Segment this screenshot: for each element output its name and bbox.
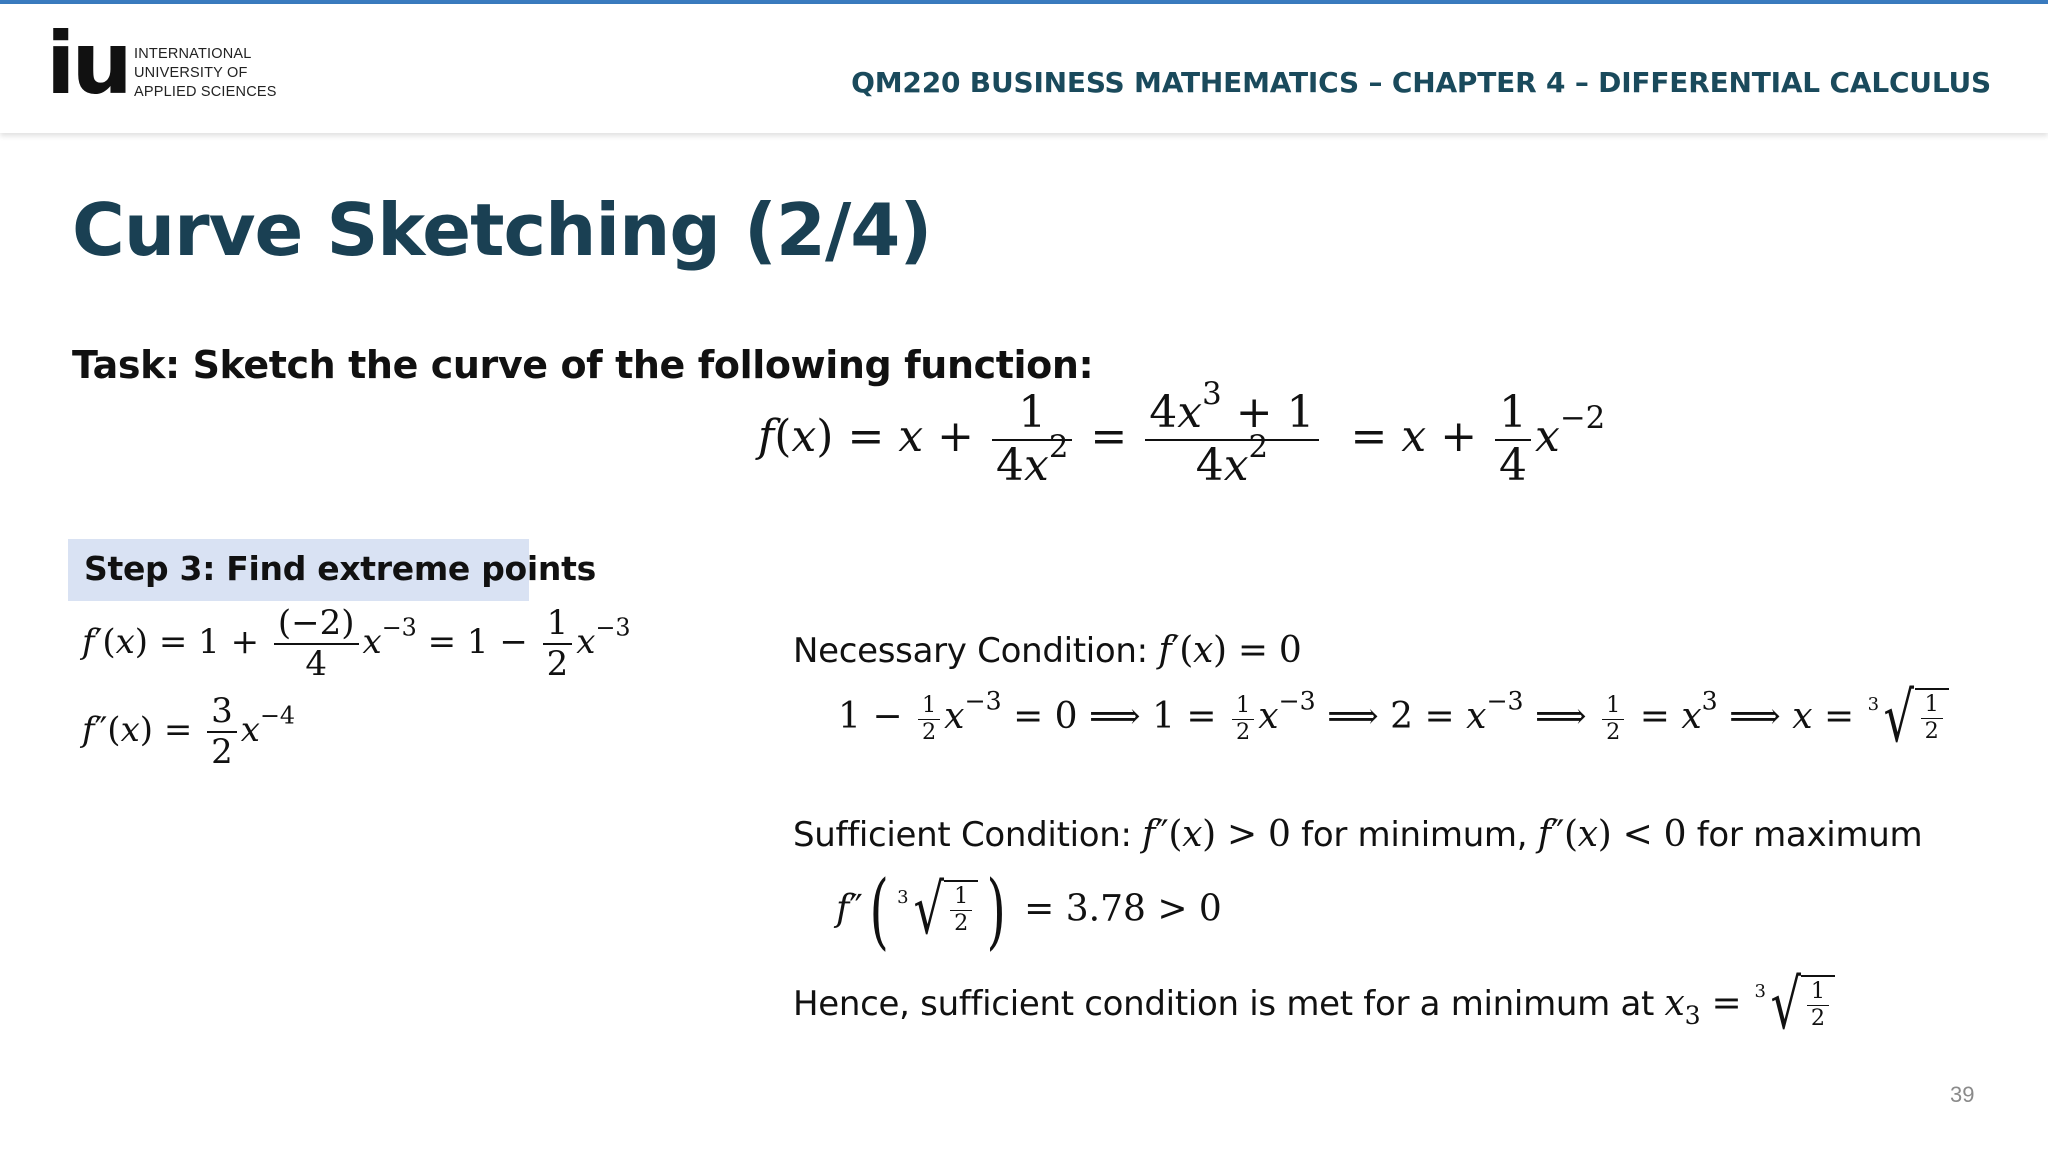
necessary-derivation: 1 − $\frac{1}{2}$ $x^{-3} = 0$ ⟹ 1 = $\frac{1}{2}$ $x^{-3}$ ⟹ $2 = x^{-3}$ ⟹ $\frac{1}{2}$ = $x^3$ ⟹ x = 3 √ $\frac{1}{2}$ (838, 685, 1951, 753)
task-statement: Task: Sketch the curve of the following function: (72, 343, 1094, 387)
conclusion: Hence, sufficient condition is met for a minimum at $x_3$ = 3 √ $\frac{1}{2}$ (793, 972, 1837, 1040)
sufficient-label: Sufficient Condition: (793, 815, 1143, 855)
cube-root: 3 √ $\frac{1}{2}$ (1868, 685, 1949, 753)
logo-text (134, 45, 277, 102)
sufficient-condition: Sufficient Condition: f″(x) > 0 for minimum, f″(x) < 0 for maximum (793, 814, 1923, 855)
slide-header (0, 4, 2048, 133)
logo-line-3: APPLIED SCIENCES (134, 84, 277, 100)
conclusion-text: Hence, sufficient condition is met for a minimum at (793, 984, 1665, 1025)
sufficient-max-text: for maximum (1686, 815, 1923, 855)
function-equation: f(x) = x + $\frac{1}{4x^2}$ = $\frac{4x^3 + 1}{4x^2}$ = x + $\frac{1}{4}$ $x^{-2}$ (758, 375, 1606, 491)
sufficient-evaluation: f″( 3 √ $\frac{1}{2}$ ) = 3.78 > 0 (836, 862, 1222, 959)
evaluation-result: = 3.78 > 0 (1024, 888, 1222, 930)
necessary-condition: Necessary Condition: f′(x) = 0 (793, 630, 1302, 671)
course-title: QM220 BUSINESS MATHEMATICS – CHAPTER 4 – DIFFERENTIAL CALCULUS (851, 66, 1991, 99)
cube-root: 3 √ $\frac{1}{2}$ (1754, 972, 1834, 1040)
sufficient-min-text: for minimum, (1290, 815, 1538, 855)
logo-mark: iu (46, 14, 129, 114)
necessary-label: Necessary Condition: (793, 631, 1159, 671)
cube-root: 3 √ $\frac{1}{2}$ (897, 877, 978, 945)
step-label: Step 3: Find extreme points (84, 549, 596, 588)
second-derivative: f″(x) = $\frac{3}{2}$ $x^{-4}$ (82, 691, 296, 773)
first-derivative: f′(x) = 1 + $\frac{(-2)}{4}$ $x^{-3} = 1$ − $\frac{1}{2}$ $x^{-3}$ (82, 603, 631, 685)
logo-line-1: INTERNATIONAL (134, 46, 252, 62)
slide-title: Curve Sketching (2/4) (72, 188, 932, 272)
logo-line-2: UNIVERSITY OF (134, 65, 248, 81)
page-number: 39 (1950, 1082, 1975, 1107)
